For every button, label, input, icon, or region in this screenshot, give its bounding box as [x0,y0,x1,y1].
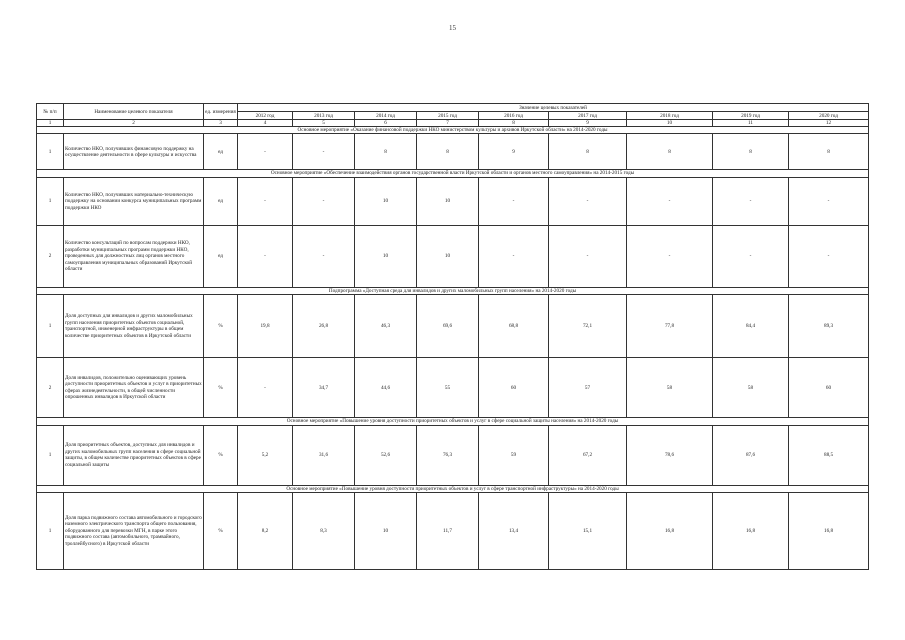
header-year: 2014 год [355,112,417,120]
indicator-value: - [479,225,549,287]
indicator-unit: % [204,358,238,418]
indicator-unit: ед [204,225,238,287]
indicator-value: 8 [355,134,417,170]
indicator-name: Количество НКО, получивших материально-техническую поддержку на основании конкурса муниципальных программ поддержки НКО [64,177,204,225]
column-number: 9 [549,120,627,127]
indicator-value: 55 [417,358,479,418]
indicator-value: 8 [789,134,869,170]
indicator-value: 9 [479,134,549,170]
indicator-name: Количество НКО, получивших финансовую поддержку на осуществление деятельности в сфере культуры и искусства [64,134,204,170]
indicator-row [37,225,869,287]
indicator-value: 68,8 [479,295,549,358]
indicator-value: 10 [417,225,479,287]
indicator-value: 16,8 [789,493,869,570]
indicator-value: - [627,177,713,225]
column-numbers-row [37,120,869,127]
section-row [37,287,869,294]
indicator-value: 19,8 [238,295,293,358]
indicator-value: 87,6 [713,425,789,485]
indicator-value: 8 [627,134,713,170]
indicator-value: 8 [417,134,479,170]
header-values-title: Значение целевых показателей [238,104,869,112]
header-year: 2016 год [479,112,549,120]
header-year: 2018 год [627,112,713,120]
indicator-value: - [789,177,869,225]
section-row [37,485,869,492]
indicator-value: 44,6 [355,358,417,418]
indicator-value: 8 [549,134,627,170]
indicator-row [37,177,869,225]
indicator-value: - [238,225,293,287]
indicator-value: - [293,134,355,170]
indicator-value: 58 [713,358,789,418]
indicator-name: Доля инвалидов, положительно оценивающих уровень доступности приоритетных объектов и услуг в приоритетных сферах жизнедеятельности, в общей численности опрошенных инвалидов в Иркутской области [64,358,204,418]
column-number: 4 [238,120,293,127]
indicator-value: 52,6 [355,425,417,485]
indicator-value: 16,8 [713,493,789,570]
section-row [37,127,869,134]
header-num: № п/п [37,104,64,120]
header-unit: ед. измерения [204,104,238,120]
indicator-value: 10 [355,225,417,287]
indicator-value: 59 [479,425,549,485]
indicator-value: 84,4 [713,295,789,358]
indicator-value: 60 [789,358,869,418]
indicator-row [37,425,869,485]
section-title: Основное мероприятие «Обеспечение взаимодействия органов государственной власти Иркутской области и органов местного самоуправления» на 2014-2015 годы [37,170,869,177]
indicator-unit: % [204,425,238,485]
indicator-value: 5,2 [238,425,293,485]
indicator-value: 16,8 [627,493,713,570]
row-num: 2 [37,225,64,287]
indicator-name: Доля доступных для инвалидов и других маломобильных групп населения приоритетных объектов социальной, транспортной, инженерной инфраструктуры в общем количестве приоритетных объектов в Иркутской области [64,295,204,358]
indicator-row [37,493,869,570]
indicator-value: 89,3 [789,295,869,358]
header-year: 2012 год [238,112,293,120]
indicator-value: - [238,358,293,418]
indicator-value: - [293,177,355,225]
indicator-value: - [713,225,789,287]
indicator-value: - [549,177,627,225]
column-number: 3 [204,120,238,127]
row-num: 2 [37,358,64,418]
header-year: 2019 год [713,112,789,120]
indicator-unit: ед [204,177,238,225]
column-number: 2 [64,120,204,127]
column-number: 6 [355,120,417,127]
indicator-value: 26,8 [293,295,355,358]
indicator-value: 46,3 [355,295,417,358]
section-title: Основное мероприятие «Повышение уровня доступности приоритетных объектов и услуг в сфере транспортной инфраструктуры» на 2014-2020 годы [37,485,869,492]
header-row [37,104,869,112]
indicator-value: 8,2 [238,493,293,570]
indicator-row [37,358,869,418]
indicator-value: 57 [549,358,627,418]
header-year: 2020 год [789,112,869,120]
indicator-value: - [549,225,627,287]
row-num: 1 [37,295,64,358]
row-num: 1 [37,177,64,225]
indicator-value: 11,7 [417,493,479,570]
section-title: Подпрограмма «Доступная среда для инвалидов и других маломобильных групп населения» на 2014-2020 годы [37,287,869,294]
indicator-value: 10 [417,177,479,225]
indicator-name: Количество консультаций по вопросам поддержки НКО, разработки муниципальных программ поддержки НКО, проведенных для должностных лиц органов местного самоуправления муниципальных образований Иркутской области [64,225,204,287]
indicator-row [37,295,869,358]
indicator-value: 34,7 [293,358,355,418]
header-name: Наименование целевого показателя [64,104,204,120]
indicator-value: - [627,225,713,287]
column-number: 1 [37,120,64,127]
column-number: 10 [627,120,713,127]
indicator-row [37,134,869,170]
column-number: 5 [293,120,355,127]
section-title: Основное мероприятие «Оказание финансовой поддержки НКО министерством культуры и архивов Иркутской области» на 2014-2020 годы [37,127,869,134]
section-title: Основное мероприятие «Повышение уровня доступности приоритетных объектов и услуг в сфере социальной защиты населения» на 2014-2020 годы [37,418,869,425]
section-row [37,418,869,425]
indicator-value: - [238,177,293,225]
target-indicators-table [36,103,869,570]
row-num: 1 [37,134,64,170]
indicator-value: 76,3 [417,425,479,485]
indicator-value: - [293,225,355,287]
indicator-value: 31,6 [293,425,355,485]
indicator-name: Доля парка подвижного состава автомобильного и городского наземного электрического транспорта общего пользования, оборудованного для перевозки МГН, в парке этого подвижного состава (автомобильного, трамвайного, троллейбусного) в Иркутской области [64,493,204,570]
indicator-value: 13,4 [479,493,549,570]
indicator-value: 72,1 [549,295,627,358]
indicator-value: 8 [713,134,789,170]
indicator-unit: ед [204,134,238,170]
indicator-value: 69,6 [417,295,479,358]
column-number: 11 [713,120,789,127]
indicator-value: - [789,225,869,287]
header-year: 2017 год [549,112,627,120]
row-num: 1 [37,493,64,570]
indicator-name: Доля приоритетных объектов, доступных для инвалидов и других маломобильных групп населения в сфере социальной защиты, в общем количестве приоритетных объектов в сфере социальной защиты [64,425,204,485]
column-number: 7 [417,120,479,127]
indicator-value: 58 [627,358,713,418]
indicator-value: - [713,177,789,225]
header-year: 2013 год [293,112,355,120]
indicator-value: 10 [355,493,417,570]
indicator-value: 10 [355,177,417,225]
indicator-unit: % [204,493,238,570]
row-num: 1 [37,425,64,485]
indicator-value: 60 [479,358,549,418]
header-year: 2015 год [417,112,479,120]
indicator-value: 88,5 [789,425,869,485]
page-number: 15 [449,24,456,32]
indicator-value: 8,3 [293,493,355,570]
indicator-value: 78,6 [627,425,713,485]
section-row [37,170,869,177]
indicator-unit: % [204,295,238,358]
column-number: 12 [789,120,869,127]
indicator-value: 77,8 [627,295,713,358]
indicator-value: - [238,134,293,170]
column-number: 8 [479,120,549,127]
indicator-value: 67,2 [549,425,627,485]
indicator-value: 15,1 [549,493,627,570]
indicator-value: - [479,177,549,225]
